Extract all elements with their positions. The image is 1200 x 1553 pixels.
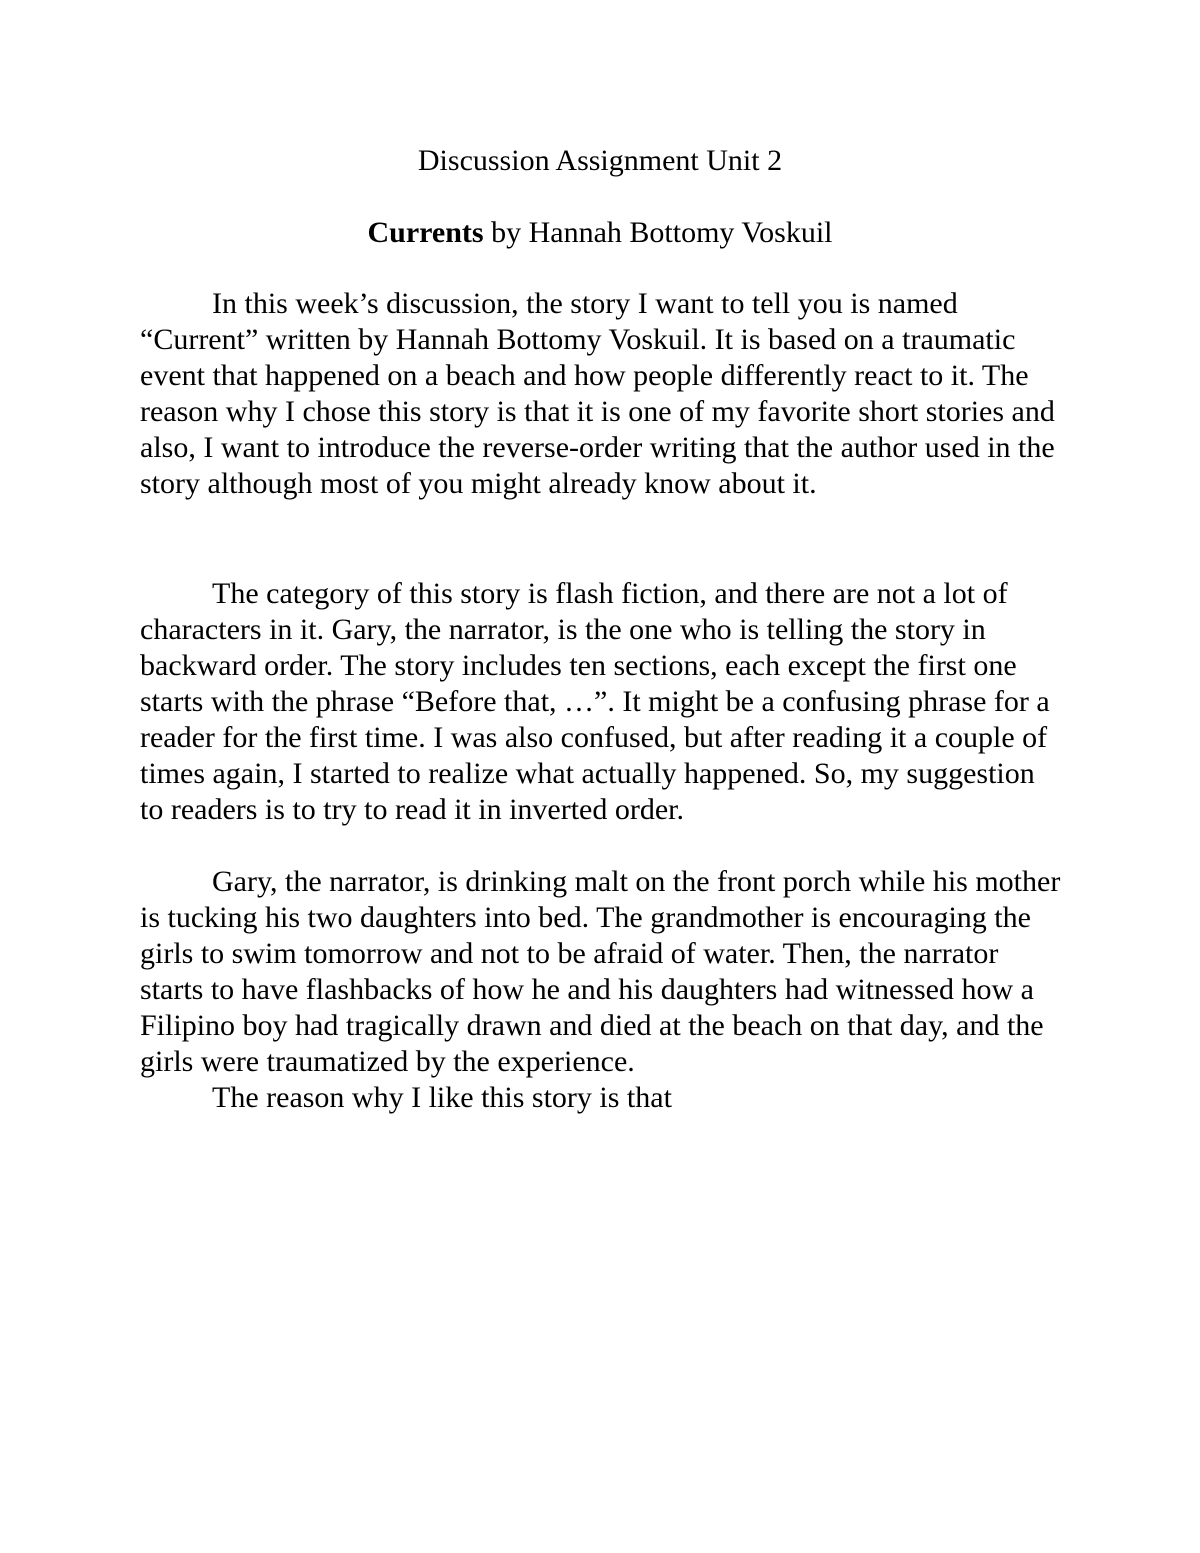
paragraph-category: The category of this story is flash fiction, and there are not a lot of characters in it. Gary, the narrator, is the one who is telling the story in backward order. The story includes ten sections, each except the first one starts with the phrase “Before that, …”. It might be a confusing phrase for a reader for the first time. I was also confused, but after reading it a couple of times again, I started to realize what actually happened. So, my suggestion to readers is to try to read it in inverted order. [140, 577, 1050, 826]
story-heading [0, 214, 1200, 252]
paragraph-intro: In this week’s discussion, the story I want to tell you is named “Current” written by Hannah Bottomy Voskuil. It is based on a traumatic event that happened on a beach and how people differently react to it. The reason why I chose this story is that it is one of my favorite short stories and also, I want to introduce the reverse-order writing that the author used in the story although most of you might already know about it. [140, 287, 1055, 500]
page-title: Discussion Assignment Unit 2 [417, 144, 783, 177]
story-author: by Hannah Bottomy Voskuil [483, 216, 833, 249]
paragraph-summary: Gary, the narrator, is drinking malt on the front porch while his mother is tucking his two daughters into bed. The grandmother is encouraging the girls to swim tomorrow and not to be afraid of water. Then, the narrator starts to have flashbacks of how he and his daughters had witnessed how a Filipino boy had tragically drawn and died at the beach on that day, and the girls were traumatized by the experience. [140, 865, 1061, 1078]
story-title: Currents [367, 216, 484, 249]
paragraph-reason: The reason why I like this story is that [212, 1081, 672, 1114]
